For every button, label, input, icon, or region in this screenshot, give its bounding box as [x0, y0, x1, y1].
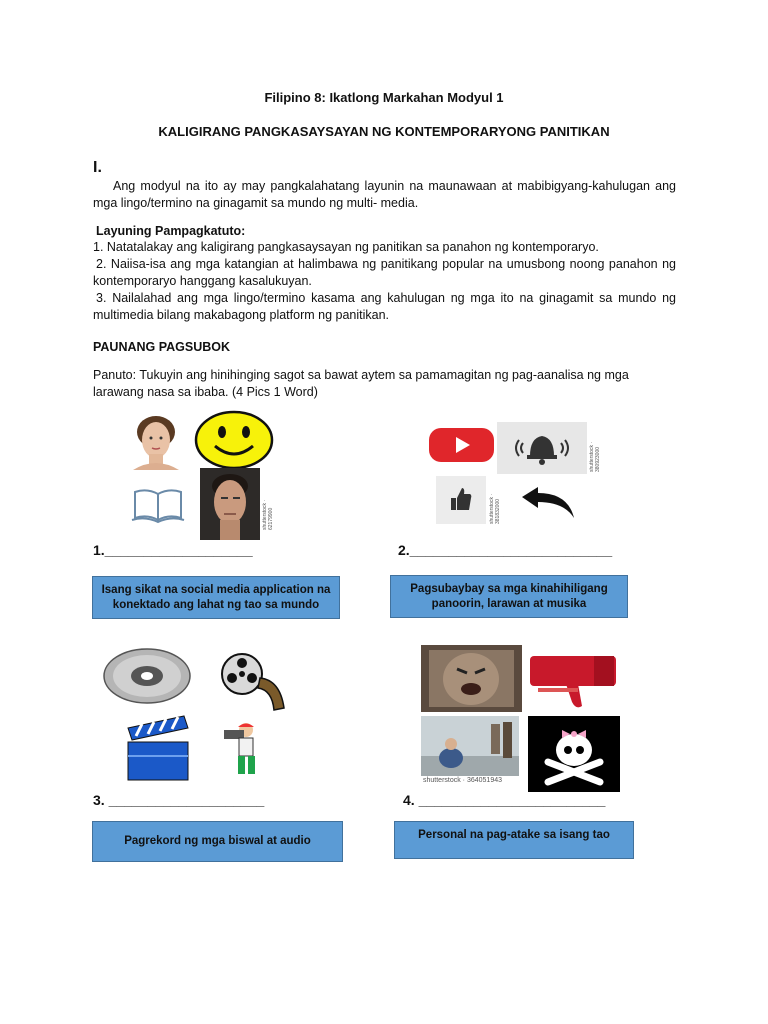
objective-3: 3. Nailalahad ang mga lingo/termino kasama ang kahulugan ng mga ito na ginagamit sa mundo ng multimedia bilang makabagong platform ng panitikan.: [93, 291, 676, 322]
clue-text-2: Pagsubaybay sa mga kinahihiligang panoorin, larawan at musika: [410, 582, 608, 610]
watermark-1: shutterstock · 62179900: [262, 499, 274, 530]
watermark-4: shutterstock · 364051943: [423, 777, 502, 784]
objective-1: 1. Natatalakay ang kaligirang pangkasaysayan ng panitikan sa panahon ng kontemporaryo.: [93, 240, 599, 254]
smiley-face-picture: [193, 410, 275, 470]
open-book-picture: [127, 478, 189, 528]
clue-box-1: [92, 576, 340, 619]
answer-blank-3: 3. ____________________: [93, 792, 265, 808]
section-numeral: I.: [93, 159, 102, 176]
pretest-heading: PAUNANG PAGSUBOK: [93, 340, 231, 354]
answer-blank-4: 4. ________________________: [403, 792, 606, 808]
objectives-heading: Layuning Pampagkatuto:: [96, 224, 246, 238]
notification-bell-picture: [497, 422, 587, 474]
answer-blank-1: 1.___________________: [93, 542, 253, 558]
clue-text-4: Personal na pag-atake sa isang tao: [418, 829, 610, 841]
skull-crossbones-picture: [528, 716, 620, 792]
bullying-photo-picture: [421, 716, 519, 776]
cd-disc-picture: [102, 646, 192, 706]
clapperboard-picture: [126, 714, 190, 782]
youtube-logo-picture: [428, 424, 495, 466]
share-arrow-picture: [518, 484, 578, 522]
topic-title: KALIGIRANG PANGKASAYSAYAN NG KONTEMPORARYONG PANITIKAN: [158, 124, 610, 139]
clue-text-1: Isang sikat na social media application na konektado ang lahat ng tao sa mundo: [101, 583, 331, 611]
thumbs-down-picture: [528, 654, 618, 710]
pretest-instructions: Panuto: Tukuyin ang hinihinging sagot sa bawat aytem sa pamamagitan ng pag-aanalisa ng mga larawang nasa sa ibaba. (4 Pics 1 Word): [93, 368, 629, 399]
man-face-picture: [200, 468, 260, 540]
answer-blank-2: 2.__________________________: [398, 542, 613, 558]
thumbs-up-picture: [436, 476, 486, 524]
watermark-2: shutterstock · 380923000: [589, 441, 601, 472]
woman-face-picture: [125, 410, 187, 470]
intro-paragraph: Ang modyul na ito ay may pangkalahatang layunin na maunawaan at mabibigyang-kahulugan ang mga lingo/termino na ginagamit sa mundo ng multi- media.: [93, 179, 676, 210]
watermark-3: shutterstock · 381832000: [489, 493, 501, 524]
clue-text-3: Pagrekord ng mga biswal at audio: [124, 835, 311, 847]
cameraman-picture: [222, 718, 274, 780]
film-reel-picture: [220, 650, 288, 712]
objective-2: 2. Naiisa-isa ang mga katangian at halimbawa ng panitikang popular na umusbong noong panahon ng kontemporaryo hanggang kasalukuyan.: [93, 257, 676, 288]
clue-box-4: [394, 821, 634, 859]
clue-box-2: [390, 575, 628, 618]
module-title: Filipino 8: Ikatlong Markahan Modyul 1: [264, 90, 504, 105]
angry-face-picture: [421, 645, 522, 712]
clue-box-3: [92, 821, 343, 862]
